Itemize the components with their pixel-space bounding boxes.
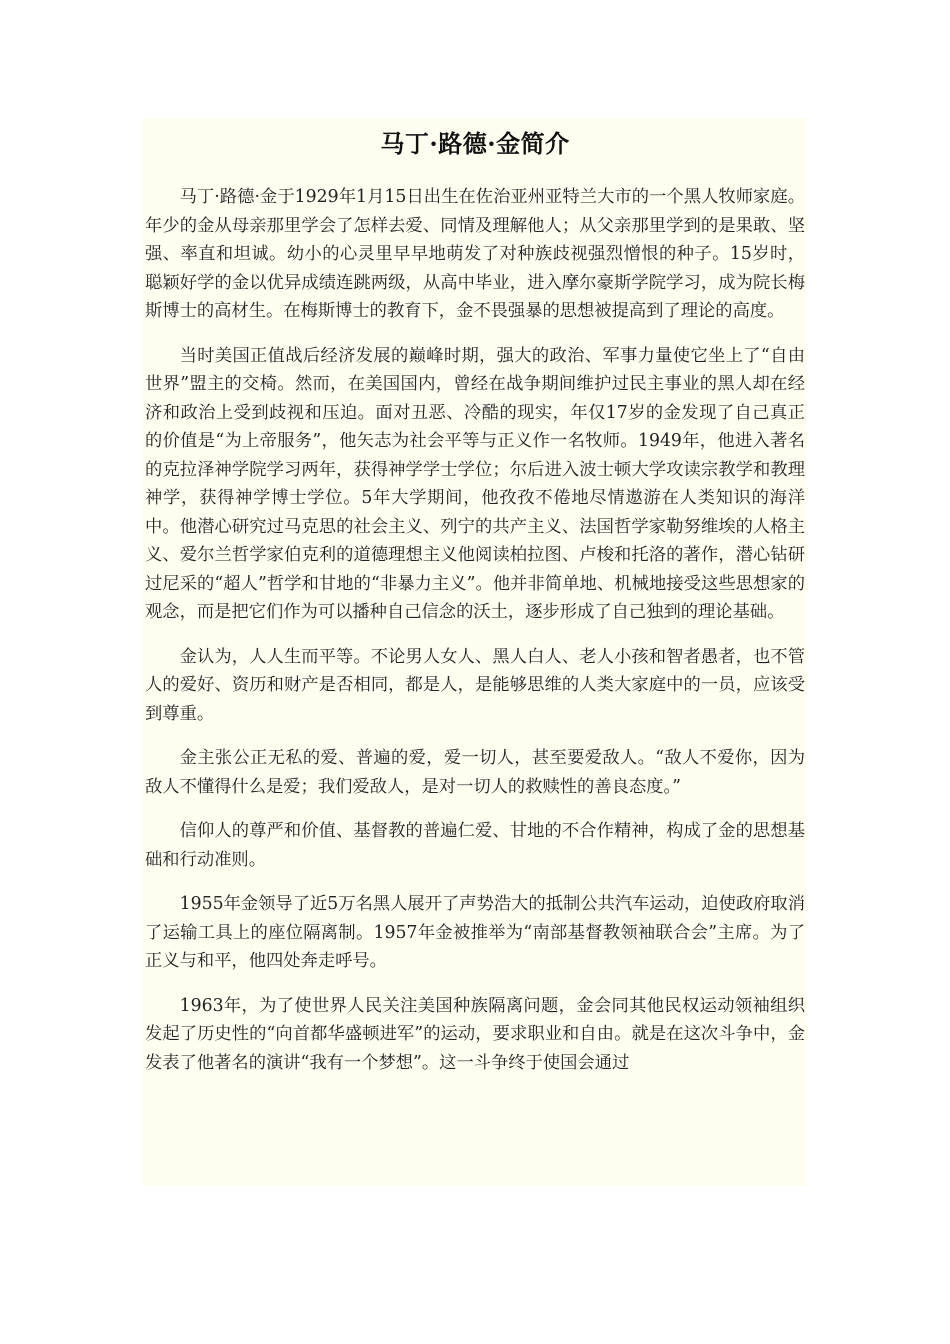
paragraph-1: 马丁·路德·金于1929年1月15日出生在佐治亚州亚特兰大市的一个黑人牧师家庭。年少的金从母亲那里学会了怎样去爱、同情及理解他人；从父亲那里学到的是果敢、坚强、率直和坦诚。幼小的心灵里早早地萌发了对种族歧视强烈憎恨的种子。15岁时，聪颖好学的金以优异成绩连跳两级，从高中毕业，进入摩尔豪斯学院学习，成为院长梅斯博士的高材生。在梅斯博士的教育下，金不畏强暴的思想被提高到了理论的高度。 — [145, 187, 805, 321]
paragraph-6: 1955年金领导了近5万名黑人展开了声势浩大的抵制公共汽车运动，迫使政府取消了运输工具上的座位隔离制。1957年金被推举为“南部基督教领袖联合会”主席。为了正义与和平，他四处奔走呼号。 — [145, 894, 805, 971]
paragraph-4: 金主张公正无私的爱、普遍的爱，爱一切人，甚至要爱敌人。“敌人不爱你，因为敌人不懂得什么是爱；我们爱敌人，是对一切人的救赎性的善良态度。” — [145, 748, 805, 797]
paragraph-7: 1963年，为了使世界人民关注美国种族隔离问题，金会同其他民权运动领袖组织发起了历史性的“向首都华盛顿进军”的运动，要求职业和自由。就是在这次斗争中，金发表了他著名的演讲“我有一个梦想”。这一斗争终于使国会通过 — [145, 995, 805, 1073]
document-title: 马丁·路德·金简介 — [380, 129, 570, 158]
paragraph-5: 信仰人的尊严和价值、基督教的普遍仁爱、甘地的不合作精神，构成了金的思想基础和行动准则。 — [145, 821, 805, 870]
text-block — [143, 118, 807, 1186]
paragraph-2: 当时美国正值战后经济发展的巅峰时期，强大的政治、军事力量使它坐上了“自由世界”盟主的交椅。然而，在美国国内，曾经在战争期间维护过民主事业的黑人却在经济和政治上受到歧视和压迫。面对丑恶、冷酷的现实，年仅17岁的金发现了自己真正的价值是“为上帝服务”，他矢志为社会平等与正义作一名牧师。1949年，他进入著名的克拉泽神学院学习两年，获得神学学士学位；尔后进入波士顿大学攻读宗教学和教理神学，获得神学博士学位。5年大学期间，他孜孜不倦地尽情遨游在人类知识的海洋中。他潜心研究过马克思的社会主义、列宁的共产主义、法国哲学家勒努维埃的人格主义、爱尔兰哲学家伯克利的道德理想主义他阅读柏拉图、卢梭和托洛的著作，潜心钻研过尼采的“超人”哲学和甘地的“非暴力主义”。他并非简单地、机械地接受这些思想家的观念，而是把它们作为可以播种自己信念的沃土，逐步形成了自己独到的理论基础。 — [145, 345, 805, 622]
paragraph-3: 金认为，人人生而平等。不论男人女人、黑人白人、老人小孩和智者愚者，也不管人的爱好、资历和财产是否相同，都是人，是能够思维的人类大家庭中的一员，应该受到尊重。 — [145, 646, 805, 724]
